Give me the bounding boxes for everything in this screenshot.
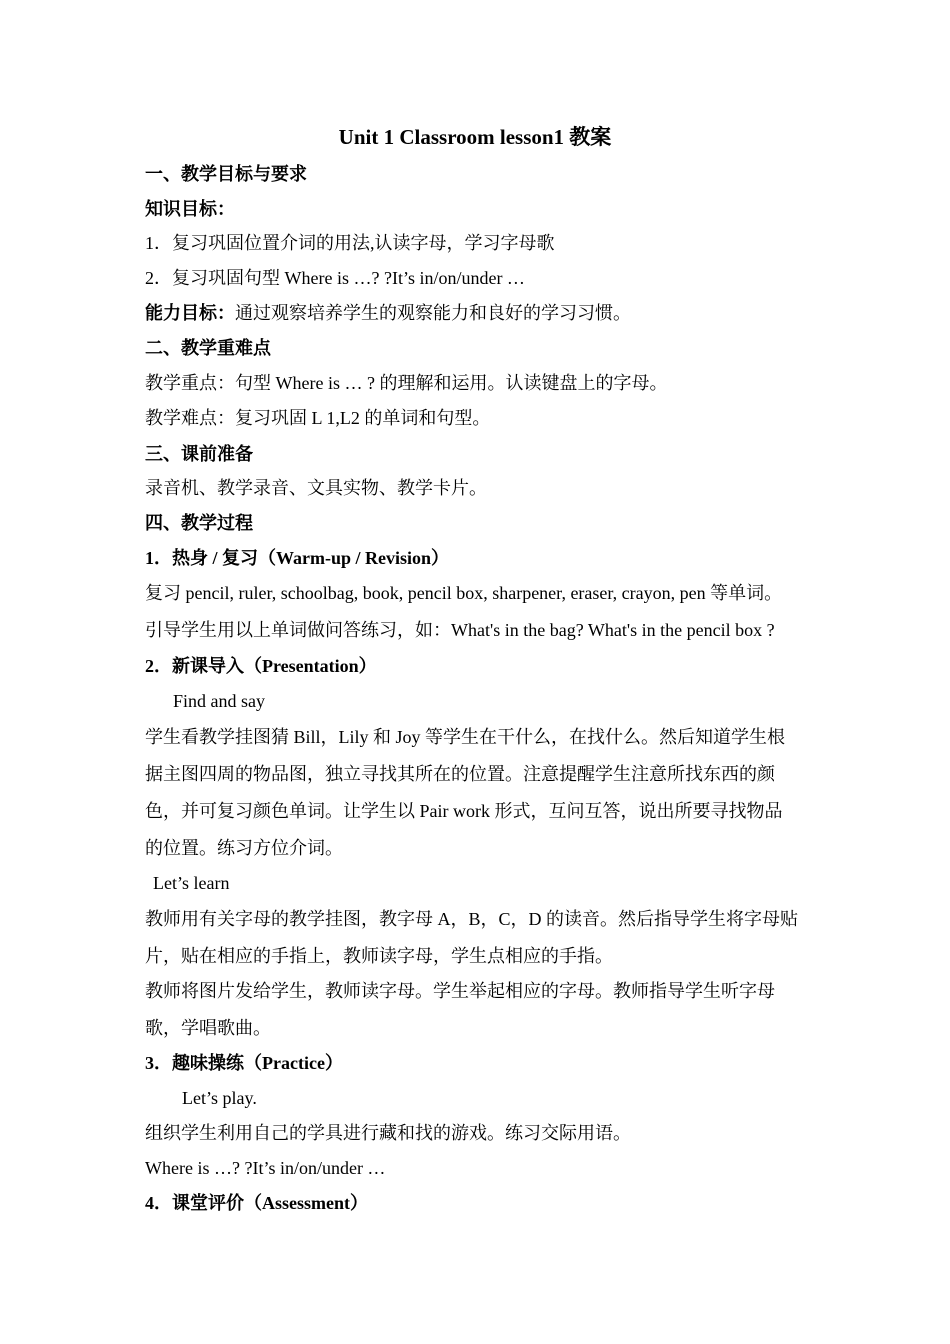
section-heading-process: 四、教学过程 — [145, 513, 253, 533]
presentation-para1-line3: 色，并可复习颜色单词。让学生以 Pair work 形式，互问互答，说出所要寻找物品 — [145, 801, 783, 821]
find-and-say: Find and say — [173, 691, 265, 711]
practice-pattern: Where is …? ?It’s in/on/under … — [145, 1158, 386, 1178]
difficult-point: 教学难点：复习巩固 L 1,L2 的单词和句型。 — [145, 408, 491, 428]
step-heading-assessment: 4．课堂评价（Assessment） — [145, 1193, 368, 1213]
step-heading-presentation: 2．新课导入（Presentation） — [145, 656, 377, 676]
document-title: Unit 1 Classroom lesson1 教案 — [338, 125, 612, 149]
section-heading-key-points: 二、教学重难点 — [145, 338, 271, 358]
key-point: 教学重点：句型 Where is … ? 的理解和运用。认读键盘上的字母。 — [145, 373, 668, 393]
knowledge-goals-label: 知识目标： — [145, 199, 235, 219]
warmup-line-1: 复习 pencil, ruler, schoolbag, book, pencil box, sharpener, eraser, crayon, pen 等单词。 — [145, 583, 783, 603]
presentation-para1-line2: 据主图四周的物品图，独立寻找其所在的位置。注意提醒学生注意所找东西的颜 — [145, 764, 775, 784]
ability-goals-label: 能力目标： — [145, 303, 235, 323]
presentation-para3-line2: 歌，学唱歌曲。 — [145, 1018, 271, 1038]
preparation-text: 录音机、教学录音、文具实物、教学卡片。 — [145, 478, 487, 498]
knowledge-goal-1: 1．复习巩固位置介词的用法,认读字母，学习字母歌 — [145, 233, 555, 253]
presentation-para3-line1: 教师将图片发给学生，教师读字母。学生举起相应的字母。教师指导学生听字母 — [145, 981, 775, 1001]
presentation-para1-line1: 学生看教学挂图猜 Bill，Lily 和 Joy 等学生在干什么，在找什么。然后知道学生根 — [145, 727, 786, 747]
section-heading-preparation: 三、课前准备 — [145, 444, 253, 464]
section-heading-objectives: 一、教学目标与要求 — [145, 164, 307, 184]
lets-play: Let’s play. — [182, 1088, 257, 1108]
presentation-para1-line4: 的位置。练习方位介词。 — [145, 838, 343, 858]
ability-goals-text: 通过观察培养学生的观察能力和良好的学习习惯。 — [235, 303, 631, 323]
step-heading-practice: 3．趣味操练（Practice） — [145, 1053, 343, 1073]
presentation-para2-line1: 教师用有关字母的教学挂图，教字母 A，B，C，D 的读音。然后指导学生将字母贴 — [145, 909, 799, 929]
practice-text: 组织学生利用自己的学具进行藏和找的游戏。练习交际用语。 — [145, 1123, 631, 1143]
warmup-line-2: 引导学生用以上单词做问答练习，如：What's in the bag? What's in the pencil box ? — [145, 620, 775, 640]
step-heading-warmup: 1．热身 / 复习（Warm-up / Revision） — [145, 548, 450, 568]
lets-learn: Let’s learn — [153, 873, 230, 893]
knowledge-goal-2: 2．复习巩固句型 Where is …? ?It’s in/on/under … — [145, 268, 525, 288]
presentation-para2-line2: 片，贴在相应的手指上，教师读字母，学生点相应的手指。 — [145, 946, 613, 966]
ability-goals — [145, 300, 845, 326]
